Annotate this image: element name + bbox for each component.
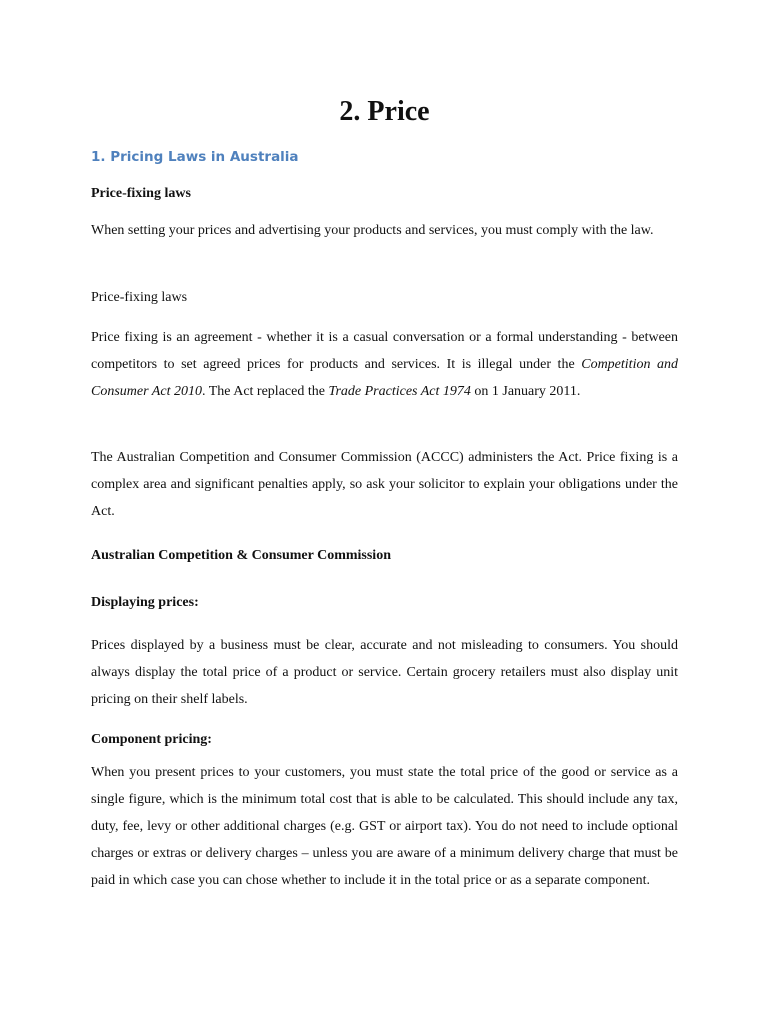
paragraph-accc: The Australian Competition and Consumer Commission (ACCC) administers the Act. Price fixing is a complex area and significant penalties apply, so ask your solicitor to explain your obligations under the Act. [91,450,678,519]
paragraph-price-fixing [91,324,678,405]
act-1974-title: Trade Practices Act 1974 [328,384,471,399]
paragraph-component-pricing: When you present prices to your customers, you must state the total price of the good or service as a single figure, which is the minimum total cost that is able to be calculated. This should include any tax, duty, fee, levy or other additional charges (e.g. GST or airport tax). You do not need to include optional charges or extras or delivery charges – unless you are aware of a minimum delivery charge that must be paid in which case you can chose whether to include it in the total price or as a separate component. [91,765,678,888]
price-fixing-intro: Price fixing is an agreement - whether it is a casual conversation or a formal understanding - between competitors to set agreed prices for products and services. It is illegal under the [91,330,678,372]
subheading-component-pricing: Component pricing: [91,732,212,747]
paragraph-compliance: When setting your prices and advertising your products and services, you must comply with the law. [91,223,654,238]
subheading-displaying-prices: Displaying prices: [91,595,199,610]
paragraph-displaying-prices: Prices displayed by a business must be clear, accurate and not misleading to consumers. You should always display the total price of a product or service. Certain grocery retailers must also display unit pricing on their shelf labels. [91,638,678,707]
price-fixing-mid: . The Act replaced the [201,384,325,399]
act-2010-title: Competition and Consumer Act 2010 [91,357,679,399]
subheading-price-fixing-laws: Price-fixing laws [91,186,191,201]
text-price-fixing-laws: Price-fixing laws [91,290,188,305]
page-title: 2. Price [339,96,430,127]
price-fixing-end: on 1 January 2011. [474,384,581,399]
section-heading: 1. Pricing Laws in Australia [91,149,299,165]
subheading-accc: Australian Competition & Consumer Commission [91,548,391,563]
